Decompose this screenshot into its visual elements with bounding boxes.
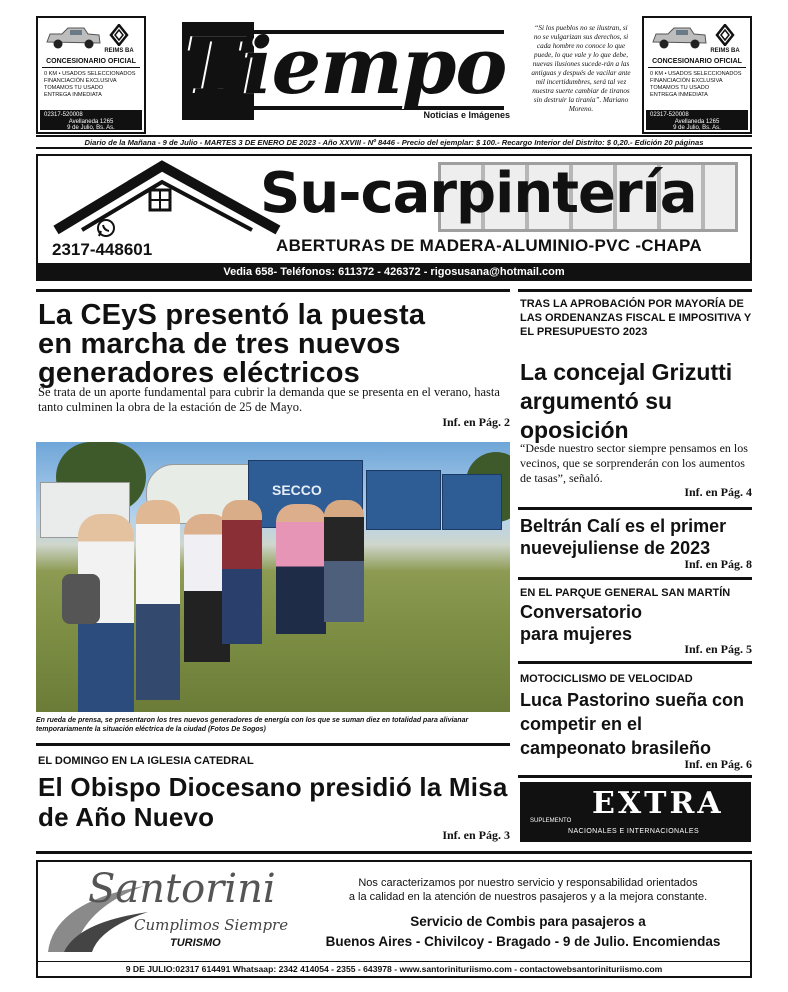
person [276,504,326,634]
grizutti-kicker: TRAS LA APROBACIÓN POR MAYORÍA DE LAS ORDENANZAS FISCAL E IMPOSITIVA Y EL PRESUPUESTO 2023 [520,298,752,338]
top-rule-left [36,289,510,292]
carpinteria-contact: Vedia 658- Teléfonos: 611372 - 426372 - rigosusana@hotmail.com [36,263,752,281]
dealer-address: Avellaneda 1265 [68,118,114,125]
person [136,500,180,700]
extra-supplement-box[interactable] [520,782,751,842]
grizutti-summary: “Desde nuestro sector siempre pensamos en los vecinos, que se sorprenderán con los aumentos de tasas”, señaló. [520,441,748,485]
santorini-type: TURISMO [170,937,221,949]
dealer-item: TOMAMOS TU USADO [44,85,104,91]
grizutti-headline[interactable]: La concejal Grizutti argumentó su oposición [520,359,733,443]
santorini-contact: 9 DE JULIO:02317 614491 Whatsaap: 2342 414054 - 2355 - 643978 - www.santorinituriismo.com - contactowebsantorinituriismo.com [38,961,750,976]
photo-caption: En rueda de prensa, se presentaron los tres nuevos generadores de energía con los que se suman diez en totalidad para alivianar temporariamente la situación eléctrica de la ciudad (Fotos De Sogos) [36,717,469,733]
top-rule-right [518,289,752,292]
right-rule [518,775,752,778]
extra-title: EXTRA [592,786,724,821]
pastorino-page-ref[interactable]: Inf. en Pág. 6 [684,757,752,771]
dealer-item: FINANCIACIÓN EXCLUSIVA [650,78,723,84]
dealer-city: 9 de Julio, Bs. As. [67,125,115,131]
dealer-item: 0 KM • USADOS SELECCIONADOS [44,71,136,77]
dealer-contact [40,110,142,130]
masthead-logo [182,21,510,120]
dealer-contact [646,110,748,130]
dealer-ad-right [642,16,752,134]
beltran-page-ref[interactable]: Inf. en Pág. 8 [684,557,752,571]
santorini-text-2: a la calidad en la atención de nuestros pasajeros y a la mejora constante. [348,891,708,903]
lead-summary: Se trata de un aporte fundamental para cubrir la demanda que se presenta en el verano, hasta tanto culminen la obra de la estación de 25 de Mayo. [38,385,500,414]
dealer-ad-left [36,16,146,134]
dateline: Diario de la Mañana - 9 de Julio - MARTES 3 DE ENERO DE 2023 - Año XXVIII - Nº 8446 - Precio del ejemplar: $ 100.- Recargo Interior del Distrito: $ 0,20.- Edición 20 páginas [36,135,752,149]
santorini-service: Servicio de Combis para pasajeros a [410,914,646,929]
dealer-item: FINANCIACIÓN EXCLUSIVA [44,78,117,84]
renault-logo [706,24,744,54]
masthead-title: Tiempo [186,21,507,112]
dealer-phone: 02317-520008 [44,112,83,118]
dealer-title: CONCESIONARIO OFICIAL [648,58,746,68]
pastorino-headline[interactable]: Luca Pastorino sueña con competir en el campeonato brasileño [520,690,745,758]
right-rule [518,661,752,664]
section-rule [36,743,510,746]
right-rule [518,507,752,510]
lead-photo [36,442,510,712]
renault-logo [100,24,138,54]
dealer-item: TOMAMOS TU USADO [650,85,710,91]
person [222,500,262,644]
right-rule [518,577,752,580]
dealer-brand: REIMS BA [104,48,134,54]
pickup-truck-icon [44,24,102,50]
dealer-items [44,71,140,99]
dealer-item: 0 KM • USADOS SELECCIONADOS [650,71,742,77]
conversatorio-page-ref[interactable]: Inf. en Pág. 5 [684,642,752,656]
carpinteria-whatsapp: 2317-448601 [52,240,153,259]
dealer-city: 9 de Julio, Bs. As. [673,125,721,131]
pickup-truck-icon [650,24,708,50]
carpinteria-name: Su-carpintería [260,161,697,226]
generator-container [366,470,441,530]
renault-diamond-icon [109,24,129,46]
obispo-kicker: EL DOMINGO EN LA IGLESIA CATEDRAL [38,755,254,767]
pastorino-kicker: MOTOCICLISMO DE VELOCIDAD [520,673,693,685]
dealer-address: Avellaneda 1265 [674,118,720,125]
santorini-name: Santorini [88,866,276,912]
carpinteria-ad [36,154,752,280]
extra-label: SUPLEMENTO [530,818,572,824]
footer-rule [36,851,752,854]
obispo-headline[interactable]: El Obispo Diocesano presidió la Misa de Año Nuevo [38,772,508,832]
extra-subtitle: NACIONALES E INTERNACIONALES [568,828,700,835]
person [324,500,364,622]
conversatorio-headline[interactable]: Conversatorio para mujeres [520,602,643,644]
renault-diamond-icon [715,24,735,46]
masthead-quote: “Si los pueblos no se ilustran, si no se vulgarizan sus derechos, si cada hombre no conoce lo que puede, lo que vale y lo que debe, nuevas ilusiones sucede-rán a las antiguas y después de vacilar ante mil incertidumbres, será tal vez nuestra suerte cambiar de tiranos sin destruir la tiranía”. Mariano Moreno. [531,24,631,113]
obispo-page-ref[interactable]: Inf. en Pág. 3 [442,828,510,842]
dealer-brand: REIMS BA [710,48,740,54]
conversatorio-kicker: EN EL PARQUE GENERAL SAN MARTÍN [520,587,731,599]
dealer-item: ENTREGA INMEDIATA [650,92,708,98]
santorini-text-1: Nos caracterizamos por nuestro servicio y responsabilidad orientados [358,877,698,889]
santorini-routes: Buenos Aires - Chivilcoy - Bragado - 9 de Julio. Encomiendas [325,934,721,949]
dealer-item: ENTREGA INMEDIATA [44,92,102,98]
dealer-items [650,71,746,99]
backpack [62,574,100,624]
dealer-phone: 02317-520008 [650,112,689,118]
beltran-headline[interactable]: Beltrán Calí es el primer nuevejuliense de 2023 [520,516,727,558]
lead-page-ref[interactable]: Inf. en Pág. 2 [442,415,510,429]
whatsapp-icon [96,218,116,238]
house-roof-icon [52,160,282,236]
santorini-slogan: Cumplimos Siempre [134,916,289,934]
container-brand: SECCO [272,482,322,498]
masthead-subtitle: Noticias e Imágenes [423,110,510,120]
carpinteria-tagline: ABERTURAS DE MADERA-ALUMINIO-PVC -CHAPA [276,236,702,255]
generator-container [442,474,502,530]
grizutti-page-ref[interactable]: Inf. en Pág. 4 [684,485,752,499]
lead-headline[interactable]: La CEyS presentó la puesta en marcha de tres nuevos generadores eléctricos [38,299,426,389]
dealer-title: CONCESIONARIO OFICIAL [42,58,140,68]
